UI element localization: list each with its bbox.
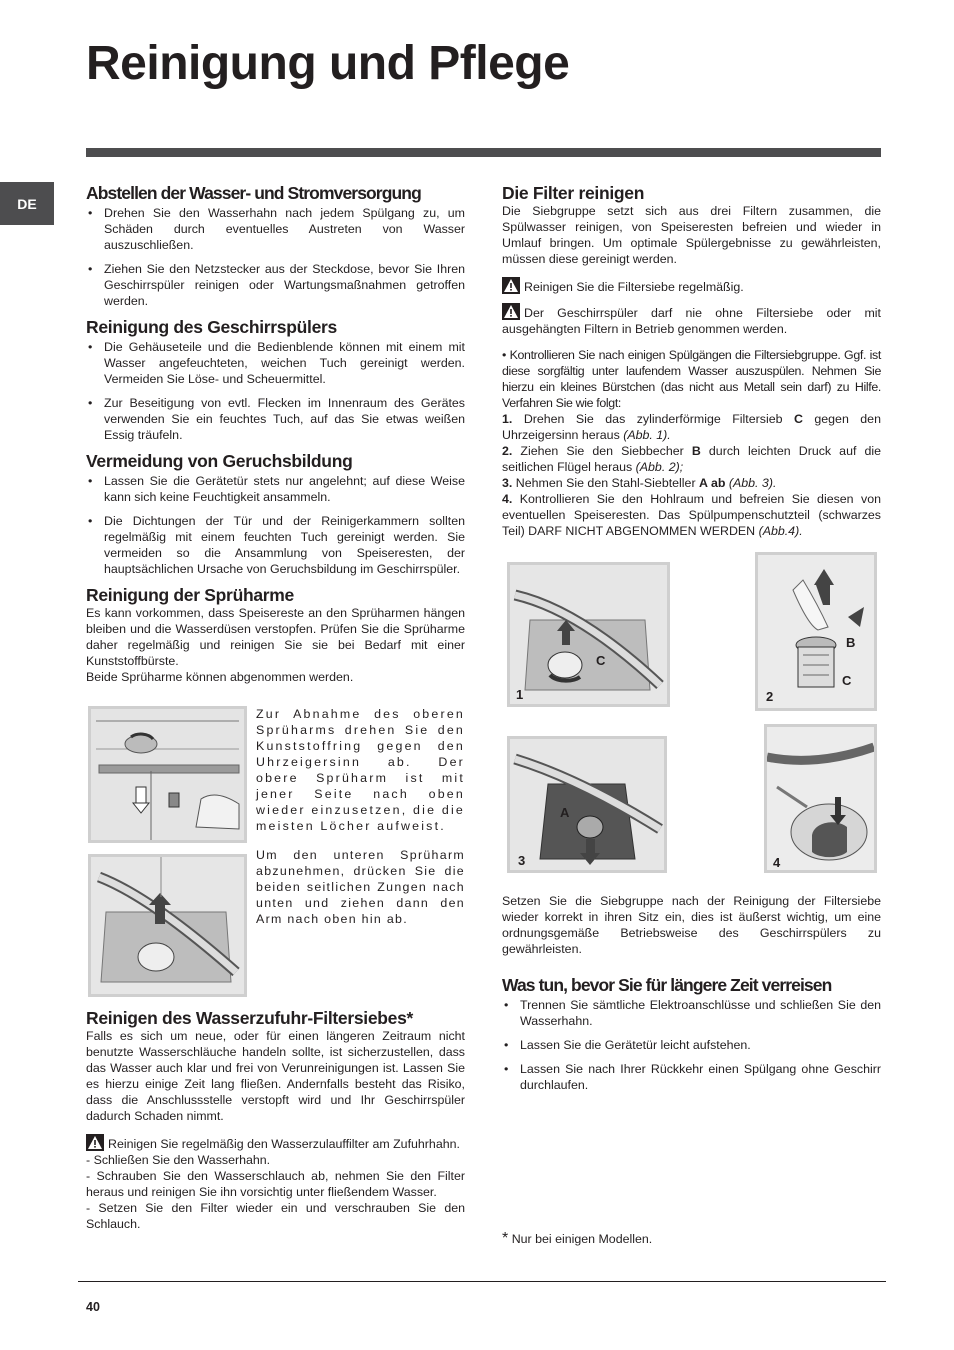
filters-after-text: Setzen Sie die Siebgruppe nach der Reinigung der Filtersiebe wieder korrekt in ihren Sitz ein, dies ist äußerst wichtig, um eine ordnungsgemäße Betriebsweise des Geschirrspülers zu gewährleisten. — [502, 894, 881, 956]
lower-spray-arm-text: Um den unteren Sprüharm abzunehmen, drücken Sie die beiden seitlichen Zungen nach unten und ziehen dann den Arm nach oben hin ab. — [256, 848, 465, 926]
step-text: Ziehen Sie den Siebbecher — [520, 444, 684, 458]
lower-spray-arm-figure — [88, 854, 247, 997]
left-column — [86, 183, 465, 685]
step-key: C — [793, 412, 803, 426]
warning-triangle-icon — [502, 277, 520, 294]
inlet-filter-step-2: - Schrauben Sie den Wasserschlauch ab, nehmen Sie den Filter heraus und reinigen Sie ihn vorsichtig unter fließendem Wasser. — [86, 1169, 465, 1199]
inlet-filter-text: Falls es sich um neue, oder für einen längeren Zeitraum nicht benutzte Wasserschläuche handeln sollte, ist sicherzustellen, dass das Wasser auch klar und frei von Verunreinigungen ist. Lassen Sie es hierzu einige Zeit lang fließen. Andernfalls besteht das Risiko, dass die Anschlussstelle verstopft wird und Ihr Geschirrspüler dadurch Schaden nimmt. — [86, 1029, 465, 1123]
figure-reference: (Abb. 3). — [728, 476, 777, 490]
inlet-filter-step-1: - Schließen Sie den Wasserhahn. — [86, 1153, 271, 1167]
figure-reference: (Abb. 1). — [623, 428, 671, 442]
inlet-filter-warning: Reinigen Sie regelmäßig den Wasserzulauffilter am Zufuhrhahn. — [108, 1137, 460, 1151]
inlet-filter-section — [86, 1008, 465, 1232]
list-item: • Lassen Sie die Gerätetür stets nur angelehnt; auf diese Weise kann sich keine Feuchtigkeit ansammeln. — [86, 473, 465, 505]
step-text: Kontrollieren Sie den Hohlraum und befreien Sie diesen von eventuellen Speiseresten. Das Spülpumpenschutzteil (schwarzes Teil) DARF NICHT ABGENOMMEN WERDEN — [502, 492, 881, 538]
list-item: • Die Dichtungen der Tür und der Reinigerkammern sollten regelmäßig mit einem feuchten Tuch gereinigt werden. Sie vermeiden so die Ansammlung von Speiseresten, der hauptsächlichen Ursache von Geruchsbildung im Geschirrspüler. — [86, 513, 465, 577]
step-key: B — [691, 444, 701, 458]
warning-triangle-icon — [86, 1134, 104, 1151]
step-text: Drehen Sie das zylinderförmige Filtersieb — [523, 412, 783, 426]
filters-step-4 — [502, 491, 881, 539]
list-item: • Zur Beseitigung von evtl. Flecken im Innenraum des Gerätes verwenden Sie ein feuchtes Tuch, auf das Sie etwas weißen Essig träufeln. — [86, 395, 465, 443]
language-tab: DE — [0, 182, 54, 225]
upper-spray-arm-figure — [88, 706, 247, 843]
filters-warning-2: Der Geschirrspüler darf nie ohne Filtersiebe oder mit ausgehängten Filtern in Betrieb genommen werden. — [502, 306, 881, 336]
filter-illustration-3 — [510, 739, 664, 870]
bullet-list — [86, 473, 465, 577]
figure-reference: (Abb.4). — [758, 524, 803, 538]
step-number: 1. — [502, 412, 513, 426]
footer-rule — [78, 1281, 886, 1282]
right-column — [502, 183, 881, 539]
section-heading-odours: Vermeidung von Geruchsbildung — [86, 451, 353, 471]
figure-number: 2 — [766, 689, 774, 704]
filters-step-3 — [502, 475, 881, 491]
warning-triangle-icon — [502, 303, 520, 320]
bullet-list — [502, 997, 881, 1093]
figure-label-c: C — [842, 673, 852, 688]
spray-arms-text-2: Beide Sprüharme können abgenommen werden. — [86, 670, 354, 684]
filter-figure-2 — [755, 552, 877, 711]
page-title: Reinigung und Pflege — [86, 37, 570, 90]
upper-spray-arm-illustration — [91, 709, 244, 840]
lower-spray-arm-illustration — [91, 857, 244, 994]
footnote — [502, 1230, 652, 1248]
figure-number: 1 — [516, 687, 524, 702]
step-text: Nehmen Sie den Stahl-Siebteller — [515, 476, 696, 490]
figure-number: 3 — [518, 853, 526, 868]
filter-figure-4 — [764, 724, 877, 873]
inlet-filter-step-3: - Setzen Sie den Filter wieder ein und verschrauben Sie den Schlauch. — [86, 1201, 465, 1231]
title-rule — [86, 148, 881, 157]
step-number: 2. — [502, 444, 513, 458]
list-item: • Lassen Sie die Gerätetür leicht aufstehen. — [502, 1037, 881, 1053]
step-text: gegen den Uhrzeigersinn heraus — [502, 412, 881, 442]
step-text: durch leichten Druck auf die seitlichen Flügel heraus — [502, 444, 882, 474]
filter-illustration-1 — [510, 565, 667, 704]
figure-reference: (Abb. 2); — [635, 460, 684, 474]
bullet-list — [86, 339, 465, 443]
step-number: 4. — [502, 492, 513, 506]
figure-label-a: A — [560, 805, 570, 820]
filters-step-2 — [502, 443, 881, 475]
list-item: • Trennen Sie sämtliche Elektroanschlüsse und schließen Sie den Wasserhahn. — [502, 997, 881, 1029]
figure-label-b: B — [846, 635, 856, 650]
filters-warning-1: Reinigen Sie die Filtersiebe regelmäßig. — [524, 280, 744, 294]
filters-intro-text: Die Siebgruppe setzt sich aus drei Filtern zusammen, die Spülwasser reinigen, von Speiseresten befreien und wieder in Umlauf bringen. Um optimale Spülergebnisse zu gewährleisten, müssen diese gereinigt werden. — [502, 204, 881, 266]
list-item: • Lassen Sie nach Ihrer Rückkehr einen Spülgang ohne Geschirr durchlaufen. — [502, 1061, 881, 1093]
step-key: A ab — [699, 476, 726, 490]
step-number: 3. — [502, 476, 513, 490]
section-heading-cleaning: Reinigung des Geschirrspülers — [86, 317, 337, 337]
upper-spray-arm-text: Zur Abnahme des oberen Sprüharms drehen Sie den Kunststoffring gegen den Uhrzeigersinn ab. Der obere Sprüharm ist mit jener Seite nach oben wieder einzusetzen, die die meisten Löcher aufweist. — [256, 707, 465, 833]
filters-check-text: • Kontrollieren Sie nach einigen Spülgängen die Filtersiebgruppe. Ggf. ist diese sorgfältig unter laufendem Wasser auszuspülen. Nehmen Sie hierzu ein kleines Bürstchen (das nicht aus Metall sein darf) zu Hilfe. Verfahren Sie wie folgt: — [502, 348, 881, 410]
section-heading-spray-arms: Reinigung der Sprüharme — [86, 585, 294, 605]
filter-figure-3 — [507, 736, 667, 873]
filter-illustration-4 — [767, 727, 874, 870]
filters-step-1 — [502, 411, 881, 443]
figure-number: 4 — [773, 855, 781, 870]
section-heading-travel: Was tun, bevor Sie für längere Zeit verreisen — [502, 975, 832, 995]
list-item: • Die Gehäuseteile und die Bedienblende können mit einem mit Wasser angefeuchteten, weichen Tuch gereinigt werden. Vermeiden Sie Löse- und Scheuermittel. — [86, 339, 465, 387]
list-item: • Ziehen Sie den Netzstecker aus der Steckdose, bevor Sie Ihren Geschirrspüler reinigen oder Wartungsmaßnahmen getroffen werden. — [86, 261, 465, 309]
footnote-marker: * — [502, 1230, 509, 1247]
filters-after-section — [502, 893, 881, 1101]
section-heading-filters: Die Filter reinigen — [502, 183, 645, 203]
figure-label-c: C — [596, 653, 606, 668]
filter-illustration-2 — [758, 555, 874, 708]
list-item: • Drehen Sie den Wasserhahn nach jedem Spülgang zu, um Schäden durch eventuelles Austreten von Wasser auszuschließen. — [86, 205, 465, 253]
filter-figure-1 — [507, 562, 670, 707]
bullet-list — [86, 205, 465, 309]
page-number: 40 — [86, 1300, 100, 1314]
spray-arms-text: Es kann vorkommen, dass Speisereste an den Sprüharmen hängen bleiben und die Wasserdüsen verstopfen. Prüfen Sie die Sprüharme daher regelmäßig und reinigen Sie sie bei Bedarf mit einer Kunststoffbürste. — [86, 606, 465, 668]
section-heading-water-power: Abstellen der Wasser- und Stromversorgung — [86, 183, 421, 203]
footnote-text: Nur bei einigen Modellen. — [511, 1232, 653, 1246]
section-heading-inlet-filter: Reinigen des Wasserzufuhr-Filtersiebes* — [86, 1008, 414, 1028]
